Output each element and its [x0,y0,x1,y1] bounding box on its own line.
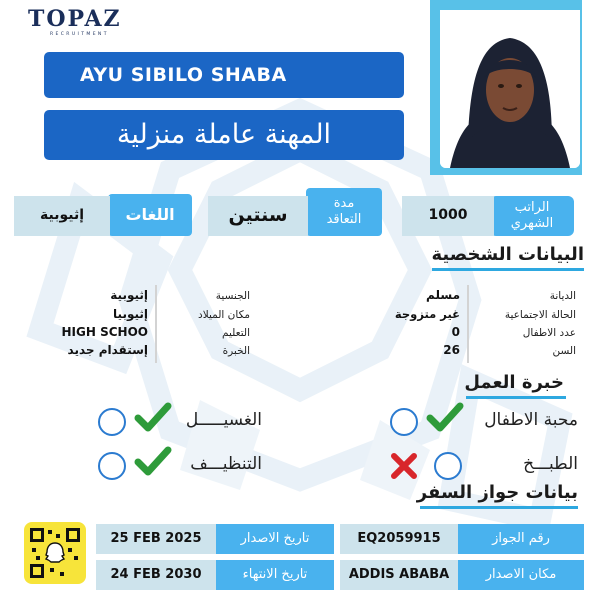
nationality-label: الجنسية [215,290,250,302]
skill-cooking-label: الطبـــخ [523,454,578,474]
passport-underline [420,506,578,509]
passport-title: بيانات جواز السفر [416,482,578,503]
check-icon [134,402,172,434]
nationality-value: إثيوبية [110,288,148,302]
birthplace-value: إثيوبيا [113,307,148,321]
birthplace-label: مكان الميلاد [198,309,250,321]
contract-label: مدة التعاقد [306,188,382,236]
personal-title: البيانات الشخصية [431,244,584,265]
education-value: HIGH SCHOO [61,325,148,339]
issue-date-label: تاريخ الاصدار [216,524,334,554]
issue-place-value: ADDIS ABABA [340,560,458,590]
skill-washing-label: الغسيـــــل [185,410,262,430]
salary-label: الراتب الشهري [490,196,574,236]
languages-value: إثيوبية [14,196,110,236]
personal-underline [432,268,584,271]
marital-value: غير متزوجة [394,307,460,321]
brand-logo [28,6,122,40]
skill-cleaning-checkbox[interactable] [98,452,126,480]
experience-underline [466,396,566,399]
expiry-value: 24 FEB 2030 [96,560,216,590]
skill-cooking-checkbox[interactable] [434,452,462,480]
age-label: السن [552,345,576,357]
brand-sub: RECRUITMENT [50,32,109,37]
passport-number-label: رقم الجواز [458,524,584,554]
marital-label: الحالة الاجتماعية [504,309,576,321]
contract-value: سنتين [208,196,308,236]
issue-date-value: 25 FEB 2025 [96,524,216,554]
passport-number-value: EQ2059915 [340,524,458,554]
salary-value: 1000 [402,196,494,236]
divider-right [467,285,469,363]
languages-label: اللغات [108,194,192,236]
brand-name: TOPAZ [28,6,122,32]
skill-washing-checkbox[interactable] [98,408,126,436]
expiry-label: تاريخ الانتهاء [216,560,334,590]
skill-childcare-label: محبة الاطفال [484,410,578,430]
skill-cleaning-label: التنظيـــف [190,454,262,474]
snapchat-qr-code[interactable] [24,522,86,584]
children-label: عدد الاطفال [522,327,576,339]
religion-label: الديانة [549,290,576,302]
check-icon [426,402,464,434]
age-value: 26 [443,343,460,357]
divider-left [155,285,157,363]
education-label: التعليم [222,327,250,339]
issue-place-label: مكان الاصدار [458,560,584,590]
experience-title: خبرة العمل [464,372,564,393]
experience-label: الخبرة [222,345,250,357]
skill-childcare-checkbox[interactable] [390,408,418,436]
candidate-photo [440,10,580,168]
candidate-name: AYU SIBILO SHABA [44,52,404,98]
children-value: 0 [451,325,460,339]
candidate-job: المهنة عاملة منزلية [44,110,404,160]
check-icon [134,446,172,478]
cross-icon [388,450,420,482]
experience-value: إستقدام جديد [67,343,148,357]
religion-value: مسلم [426,288,460,302]
